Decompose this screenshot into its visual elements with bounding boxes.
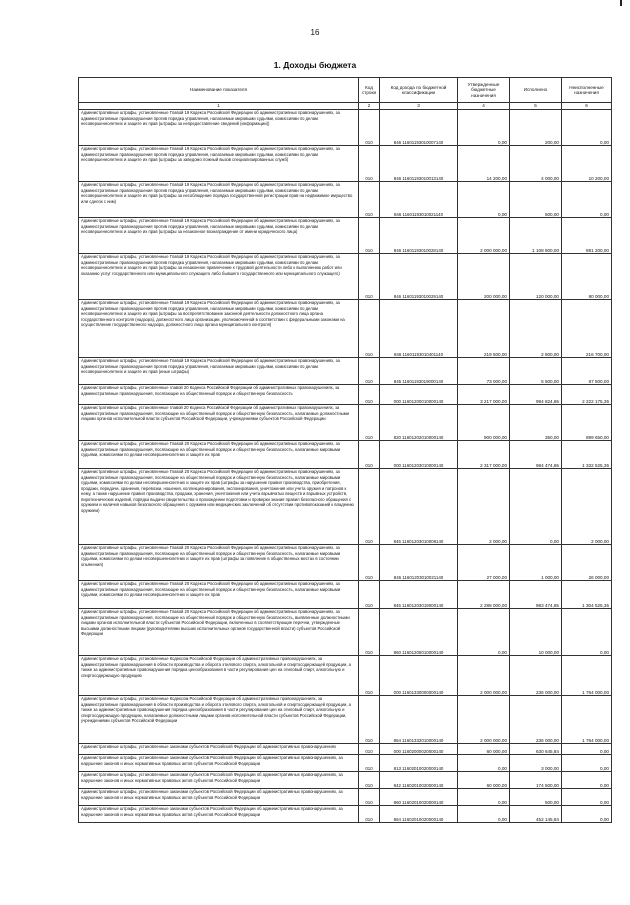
approved-amount-cell: 0,00 [458, 609, 510, 656]
unexecuted-amount-cell: 67 500,00 [562, 358, 612, 385]
column-number: 2 [359, 103, 380, 110]
approved-amount-cell: 60 000,00 [458, 772, 510, 789]
unexecuted-amount-cell: 1 764 000,00 [562, 656, 612, 696]
classification-code-cell: 846 11601193010021140 [380, 182, 458, 218]
approved-amount-cell: 0,00 [458, 110, 510, 146]
executed-amount-cell: 120 000,00 [510, 254, 562, 300]
header-approved: Утвержденные бюджетные назначения [458, 78, 510, 103]
table-row [79, 744, 612, 755]
table-row [79, 385, 612, 405]
classification-code-cell: 846 11601203019000140 [380, 581, 458, 609]
indicator-name-cell: Административные штрафы, установленные Главой 20 Кодекса Российской Федерации об административных правонарушениях, за административные правонарушения, посягающие на общественный порядок и общественную безопасность, налагаемые мировыми судьями, комиссиями по делам несовершеннолетних и защите их прав (штрафы за появление в общественных местах в состоянии опьянения) [79, 545, 359, 581]
unexecuted-amount-cell: 0,00 [562, 110, 612, 146]
executed-amount-cell: 500,00 [510, 182, 562, 218]
classification-code-cell: 000 11602000020000140 [380, 744, 458, 755]
executed-amount-cell: 983 474,65 [510, 581, 562, 609]
indicator-name-cell: Административные штрафы, установленные Главой 19 Кодекса Российской Федерации об административных правонарушениях, за административные правонарушения против порядка управления, налагаемые мировыми судьями, комиссиями по делам несовершеннолетних и защите их прав (иные штрафы) [79, 358, 359, 385]
line-code-cell: 010 [359, 254, 380, 300]
page-number: 16 [310, 28, 320, 37]
header-indicator-name: Наименование показателя [79, 78, 359, 103]
table-row [79, 182, 612, 218]
classification-code-cell: 864 11601332010000140 [380, 696, 458, 744]
indicator-name-cell: Административные штрафы, установленные главой 20 Кодекса Российской Федерации об административных правонарушениях, за административные правонарушения, посягающие на общественный порядок и общественную безопасность, налагаемые должностными лицами органов исполнительной власти субъектов Российской Федерации, учреждениями субъектов Российской Федерации [79, 405, 359, 441]
unexecuted-amount-cell: 26 000,00 [562, 545, 612, 581]
approved-amount-cell: 73 000,00 [458, 358, 510, 385]
approved-amount-cell: 27 000,00 [458, 545, 510, 581]
table-row [79, 696, 612, 744]
executed-amount-cell: 1 108 800,00 [510, 218, 562, 254]
indicator-name-cell: Административные штрафы, установленные главой 20 Кодекса Российской Федерации об административных правонарушениях, за административные правонарушения, посягающие на общественный порядок и общественную безопасность [79, 385, 359, 405]
line-code-cell: 010 [359, 772, 380, 789]
classification-code-cell: 846 11601193019000140 [380, 358, 458, 385]
executed-amount-cell: 200,00 [510, 110, 562, 146]
approved-amount-cell: 2 000 000,00 [458, 218, 510, 254]
indicator-name-cell: Административные штрафы, установленные законами субъектов Российской Федерации об административных правонарушениях, за нарушение законов и иных нормативных правовых актов субъектов Российской Федерации [79, 755, 359, 772]
corner-mark [620, 0, 622, 6]
table-header-row [79, 78, 612, 103]
table-row [79, 545, 612, 581]
indicator-name-cell: Административные штрафы, установленные Главой 19 Кодекса Российской Федерации об административных правонарушениях, за административные правонарушения против порядка управления, налагаемые мировыми судьями, комиссиями по делам несовершеннолетних и защите их прав (штрафы за воспрепятствование законной деятельности должностного лица органа государственного контроля (надзора), должностного лица организации, уполномоченной в соответствии с федеральными законами на осуществление государственного надзора, должностного лица органа муниципального контроля) [79, 300, 359, 358]
indicator-name-cell: Административные штрафы, установленные Главой 20 Кодекса Российской Федерации об административных правонарушениях, за административные правонарушения, посягающие на общественный порядок и общественную безопасность, выявленные должностными лицами органов исполнительной власти субъектов Российской Федерации, включенных в соответствующие перечни, утвержденные высшими должностными лицами (руководителями высших исполнительных органов государственной власти) субъектов Российской Федерации [79, 609, 359, 656]
unexecuted-amount-cell: 216 700,00 [562, 300, 612, 358]
approved-amount-cell: 2 000 000,00 [458, 696, 510, 744]
line-code-cell: 010 [359, 744, 380, 755]
executed-amount-cell: 4 000,00 [510, 146, 562, 182]
line-code-cell: 010 [359, 182, 380, 218]
executed-amount-cell: 500,00 [510, 789, 562, 806]
unexecuted-amount-cell: 2 000,00 [562, 469, 612, 545]
table-row [79, 146, 612, 182]
line-code-cell: 010 [359, 110, 380, 146]
unexecuted-amount-cell: 0,00 [562, 806, 612, 823]
unexecuted-amount-cell: 1 332 525,35 [562, 441, 612, 469]
approved-amount-cell: 14 200,00 [458, 146, 510, 182]
classification-code-cell: 846 11601203010008140 [380, 469, 458, 545]
line-code-cell: 010 [359, 609, 380, 656]
line-code-cell: 010 [359, 218, 380, 254]
table-row [79, 110, 612, 146]
unexecuted-amount-cell: 0,00 [562, 609, 612, 656]
executed-amount-cell: 1 000,00 [510, 545, 562, 581]
indicator-name-cell: Административные штрафы, установленные Главой 19 Кодекса Российской Федерации об административных правонарушениях, за административные правонарушения против порядка управления, налагаемые мировыми судьями, комиссиями по делам несовершеннолетних и защите их прав (штрафы за незаконное привлечение к трудовой деятельности либо к выполнению работ или оказанию услуг государственного или муниципального служащего либо бывшего государственного или муниципального служащего) [79, 254, 359, 300]
classification-code-cell: 846 11601193010028140 [380, 218, 458, 254]
executed-amount-cell: 984 474,65 [510, 441, 562, 469]
line-code-cell: 010 [359, 385, 380, 405]
indicator-name-cell: Административные штрафы, установленные Главой 19 Кодекса Российской Федерации об административных правонарушениях, за административные правонарушения против порядка управления, налагаемые мировыми судьями, комиссиями по делам несовершеннолетних и защите их прав (штрафы за несоблюдение порядка государственной регистрации прав на недвижимое имущество или сделок с ним) [79, 182, 359, 218]
executed-amount-cell: 5 500,00 [510, 358, 562, 385]
unexecuted-amount-cell: 80 000,00 [562, 254, 612, 300]
table-row [79, 254, 612, 300]
executed-amount-cell: 994 824,65 [510, 385, 562, 405]
approved-amount-cell: 0,00 [458, 789, 510, 806]
approved-amount-cell: 219 500,00 [458, 300, 510, 358]
executed-amount-cell: 10 000,00 [510, 609, 562, 656]
indicator-name-cell: Административные штрафы, установленные законами субъектов Российской Федерации об административных правонарушениях, за нарушение законов и иных нормативных правовых актов субъектов Российской Федерации [79, 789, 359, 806]
line-code-cell: 010 [359, 581, 380, 609]
approved-amount-cell: 2 288 000,00 [458, 581, 510, 609]
unexecuted-amount-cell: 899 650,00 [562, 405, 612, 441]
table-row [79, 581, 612, 609]
indicator-name-cell: Административные штрафы, установленные законами субъектов Российской Федерации об административных правонарушениях, за нарушение законов и иных нормативных правовых актов субъектов Российской Федерации [79, 806, 359, 823]
unexecuted-amount-cell: 0,00 [562, 755, 612, 772]
executed-amount-cell: 630 645,84 [510, 744, 562, 755]
unexecuted-amount-cell: 10 200,00 [562, 146, 612, 182]
approved-amount-cell: 60 000,00 [458, 744, 510, 755]
table-row [79, 609, 612, 656]
approved-amount-cell: 2 000,00 [458, 469, 510, 545]
line-code-cell: 010 [359, 696, 380, 744]
budget-income-table [78, 77, 612, 823]
line-code-cell: 010 [359, 789, 380, 806]
unexecuted-amount-cell: 1 764 000,00 [562, 696, 612, 744]
table-row [79, 789, 612, 806]
line-code-cell: 010 [359, 545, 380, 581]
line-code-cell: 010 [359, 358, 380, 385]
classification-code-cell: 000 11601330000000140 [380, 656, 458, 696]
approved-amount-cell: 900 000,00 [458, 405, 510, 441]
indicator-name-cell: Административные штрафы, установленные Главой 20 Кодекса Российской Федерации об административных правонарушениях, за административные правонарушения, посягающие на общественный порядок и общественную безопасность, налагаемые мировыми судьями, комиссиями по делам несовершеннолетних и защите их прав [79, 581, 359, 609]
column-number: 4 [458, 103, 510, 110]
table-row [79, 300, 612, 358]
classification-code-cell: 846 11601193010013140 [380, 146, 458, 182]
line-code-cell: 010 [359, 146, 380, 182]
unexecuted-amount-cell: 891 200,00 [562, 218, 612, 254]
header-line-code: Код строки [359, 78, 380, 103]
line-code-cell: 010 [359, 441, 380, 469]
executed-amount-cell: 452 145,84 [510, 806, 562, 823]
table-row [79, 755, 612, 772]
classification-code-cell: 846 11601203010021140 [380, 545, 458, 581]
line-code-cell: 010 [359, 300, 380, 358]
indicator-name-cell: Административные штрафы, установленные Главой 19 Кодекса Российской Федерации об административных правонарушениях, за административные правонарушения против порядка управления, налагаемые мировыми судьями, комиссиями по делам несовершеннолетних и защите их прав (штрафы за непредоставление сведений (информации)) [79, 110, 359, 146]
table-row [79, 218, 612, 254]
approved-amount-cell: 200 000,00 [458, 254, 510, 300]
executed-amount-cell: 2 800,00 [510, 300, 562, 358]
indicator-name-cell: Административные штрафы, установленные законами субъектов Российской Федерации об административных правонарушениях, за нарушение законов и иных нормативных правовых актов субъектов Российской Федерации [79, 772, 359, 789]
approved-amount-cell: 0,00 [458, 806, 510, 823]
header-budget-classification: Код дохода по бюджетной классификации [380, 78, 458, 103]
line-code-cell: 010 [359, 806, 380, 823]
classification-code-cell: 842 11602010020000140 [380, 772, 458, 789]
approved-amount-cell: 3 217 000,00 [458, 385, 510, 405]
approved-amount-cell: 2 317 000,00 [458, 441, 510, 469]
header-unexecuted: Неисполненные назначения [562, 78, 612, 103]
executed-amount-cell: 236 000,00 [510, 696, 562, 744]
classification-code-cell: 000 11601200010000140 [380, 385, 458, 405]
classification-code-cell: 846 11601193010007140 [380, 110, 458, 146]
table-row [79, 469, 612, 545]
classification-code-cell: 846 11601193010029140 [380, 254, 458, 300]
line-code-cell: 010 [359, 656, 380, 696]
unexecuted-amount-cell: 0,00 [562, 772, 612, 789]
unexecuted-amount-cell: 2 222 175,35 [562, 385, 612, 405]
table-row [79, 441, 612, 469]
executed-amount-cell: 0,00 [510, 469, 562, 545]
indicator-name-cell: Административные штрафы, установленные Главой 20 Кодекса Российской Федерации об административных правонарушениях, за административные правонарушения, посягающие на общественный порядок и общественную безопасность, налагаемые мировыми судьями, комиссиями по делам несовершеннолетних и защите их прав [79, 441, 359, 469]
unexecuted-amount-cell: 0,00 [562, 744, 612, 755]
classification-code-cell: 813 11602010020000140 [380, 755, 458, 772]
approved-amount-cell: 2 000 000,00 [458, 656, 510, 696]
column-number-row [79, 103, 612, 110]
header-executed: Исполнено [510, 78, 562, 103]
line-code-cell: 010 [359, 469, 380, 545]
indicator-name-cell: Административные штрафы, установленные Главой 20 Кодекса Российской Федерации об административных правонарушениях, за административные правонарушения, посягающие на общественный порядок и общественную безопасность, налагаемые мировыми судьями, комиссиями по делам несовершеннолетних и защите их прав (штрафы за нарушение правил производства, приобретения, продажи, передачи, хранения, перевозки, ношения, коллекционирования, экспонирования, уничтожения или учета оружия и патронов к нему, а также нарушение правил производства, продажи, хранения, уничтожения или учета взрывчатых веществ и взрывных устройств, пиротехнических изделий, порядка выдачи свидетельства о прохождении подготовки и проверки знания правил безопасного обращения с оружием и наличия навыков безопасного обращения с оружием или медицинских заключений об отсутствии противопоказаний к владению оружием) [79, 469, 359, 545]
approved-amount-cell: 0,00 [458, 182, 510, 218]
executed-amount-cell: 174 500,00 [510, 772, 562, 789]
executed-amount-cell: 3 000,00 [510, 755, 562, 772]
section-title: 1. Доходы бюджета [273, 60, 357, 70]
unexecuted-amount-cell: 1 304 525,35 [562, 581, 612, 609]
indicator-name-cell: Административные штрафы, установленные Кодексом Российской Федерации об административных правонарушениях, за административные правонарушения в области производства и оборота этилового спирта, алкогольной и спиртосодержащей продукции, а также за административные правонарушения порядка ценообразования в части регулирования цен на этиловый спирт, алкогольную и спиртосодержащую продукцию, налагаемые должностными лицами органов исполнительной власти субъектов Российской Федерации, учреждениями субъектов Российской Федерации [79, 696, 359, 744]
table-row [79, 772, 612, 789]
classification-code-cell: 860 11601205010000140 [380, 609, 458, 656]
line-code-cell: 010 [359, 405, 380, 441]
approved-amount-cell: 0,00 [458, 755, 510, 772]
classification-code-cell: 846 11601193010401140 [380, 300, 458, 358]
column-number: 3 [380, 103, 458, 110]
table-row [79, 806, 612, 823]
line-code-cell: 010 [359, 755, 380, 772]
classification-code-cell: 860 11602010020000140 [380, 789, 458, 806]
classification-code-cell: 000 11601203010000140 [380, 441, 458, 469]
table-row [79, 656, 612, 696]
classification-code-cell: 820 11601202010000140 [380, 405, 458, 441]
indicator-name-cell: Административные штрафы, установленные законами субъектов Российской Федерации об административных правонарушениях [79, 744, 359, 755]
column-number: 6 [562, 103, 612, 110]
classification-code-cell: 864 11602010020000140 [380, 806, 458, 823]
executed-amount-cell: 350,00 [510, 405, 562, 441]
column-number: 1 [79, 103, 359, 110]
indicator-name-cell: Административные штрафы, установленные Кодексом Российской Федерации об административных правонарушениях, за административные правонарушения в области производства и оборота этилового спирта, алкогольной и спиртосодержащей продукции, а также за административные правонарушения порядка ценообразования в части регулирования цен на этиловый спирт, алкогольную и спиртосодержащую продукцию [79, 656, 359, 696]
indicator-name-cell: Административные штрафы, установленные Главой 19 Кодекса Российской Федерации об административных правонарушениях, за административные правонарушения против порядка управления, налагаемые мировыми судьями, комиссиями по делам несовершеннолетних и защите их прав (штрафы за заведомо ложный вызов специализированных служб) [79, 146, 359, 182]
column-number: 5 [510, 103, 562, 110]
table-row [79, 405, 612, 441]
indicator-name-cell: Административные штрафы, установленные Главой 19 Кодекса Российской Федерации об административных правонарушениях, за административные правонарушения против порядка управления, налагаемые мировыми судьями, комиссиями по делам несовершеннолетних и защите их прав (штрафы за незаконное вознаграждение от имени юридического лица) [79, 218, 359, 254]
unexecuted-amount-cell: 0,00 [562, 789, 612, 806]
unexecuted-amount-cell: 0,00 [562, 182, 612, 218]
table-row [79, 358, 612, 385]
executed-amount-cell: 236 000,00 [510, 656, 562, 696]
